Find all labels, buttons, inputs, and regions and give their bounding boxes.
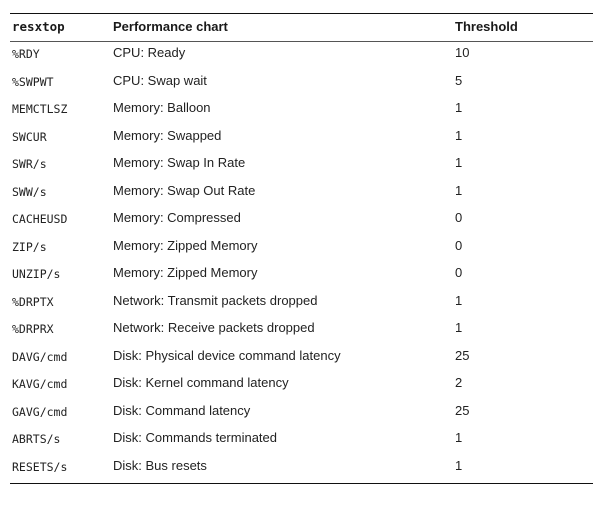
threshold-cell: 5 (455, 72, 463, 88)
header-threshold: Threshold (455, 19, 518, 34)
table-row (10, 233, 593, 261)
metric-cell: SWCUR (12, 129, 47, 144)
metric-cell: ZIP/s (12, 239, 47, 254)
table-row (10, 95, 593, 123)
metric-cell: %RDY (12, 47, 40, 61)
chart-cell: Memory: Balloon (113, 100, 211, 115)
table-row (10, 343, 593, 371)
chart-cell: Network: Receive packets dropped (113, 320, 315, 335)
metric-cell: GAVG/cmd (12, 404, 68, 419)
table-row (10, 398, 593, 426)
threshold-cell: 0 (455, 237, 463, 253)
chart-cell: Memory: Swap Out Rate (113, 182, 256, 198)
header-resxtop: resxtop (12, 19, 65, 34)
chart-cell: Memory: Swapped (113, 127, 222, 143)
threshold-cell: 1 (455, 182, 463, 198)
threshold-cell: 1 (455, 292, 463, 308)
threshold-cell: 1 (455, 100, 463, 115)
threshold-cell: 1 (455, 155, 463, 170)
table-row (10, 150, 593, 178)
table-row (10, 370, 593, 398)
metric-cell: %SWPWT (12, 74, 54, 89)
threshold-cell: 1 (455, 457, 463, 473)
threshold-cell: 25 (455, 402, 470, 418)
table-row (10, 425, 593, 453)
metric-cell: %DRPRX (12, 322, 54, 336)
chart-cell: Network: Transmit packets dropped (113, 292, 318, 308)
metric-cell: KAVG/cmd (12, 377, 68, 391)
metric-cell: ABRTS/s (12, 432, 61, 446)
header-performance-chart: Performance chart (113, 19, 228, 34)
table-header (10, 14, 593, 42)
threshold-cell: 1 (455, 127, 463, 143)
metric-cell: UNZIP/s (12, 267, 61, 281)
table-row (10, 453, 593, 481)
chart-cell: Memory: Compressed (113, 210, 241, 225)
metric-cell: CACHEUSD (12, 212, 68, 226)
metric-cell: RESETS/s (12, 459, 68, 474)
table-row (10, 68, 593, 96)
threshold-cell: 1 (455, 430, 463, 445)
table-row (10, 178, 593, 206)
chart-cell: CPU: Ready (113, 45, 186, 60)
threshold-cell: 25 (455, 347, 470, 363)
table-row (10, 260, 593, 288)
chart-cell: Disk: Bus resets (113, 457, 207, 473)
performance-threshold-table (10, 13, 593, 484)
chart-cell: Memory: Swap In Rate (113, 155, 246, 170)
metric-cell: MEMCTLSZ (12, 102, 68, 116)
threshold-cell: 0 (455, 265, 463, 280)
threshold-cell: 0 (455, 210, 463, 225)
table-row (10, 315, 593, 343)
chart-cell: Disk: Command latency (113, 402, 251, 418)
metric-cell: SWR/s (12, 157, 47, 171)
chart-cell: Memory: Zipped Memory (113, 237, 258, 253)
threshold-cell: 10 (455, 45, 470, 60)
table-row (10, 123, 593, 151)
chart-cell: Memory: Zipped Memory (113, 265, 258, 280)
table-row (10, 288, 593, 316)
chart-cell: Disk: Commands terminated (113, 430, 277, 445)
chart-cell: CPU: Swap wait (113, 72, 207, 88)
threshold-cell: 1 (455, 320, 463, 335)
chart-cell: Disk: Kernel command latency (113, 375, 289, 390)
table-row (10, 40, 593, 68)
metric-cell: %DRPTX (12, 294, 54, 309)
metric-cell: SWW/s (12, 184, 47, 199)
metric-cell: DAVG/cmd (12, 349, 68, 364)
table-row (10, 205, 593, 233)
threshold-cell: 2 (455, 375, 463, 390)
chart-cell: Disk: Physical device command latency (113, 347, 341, 363)
